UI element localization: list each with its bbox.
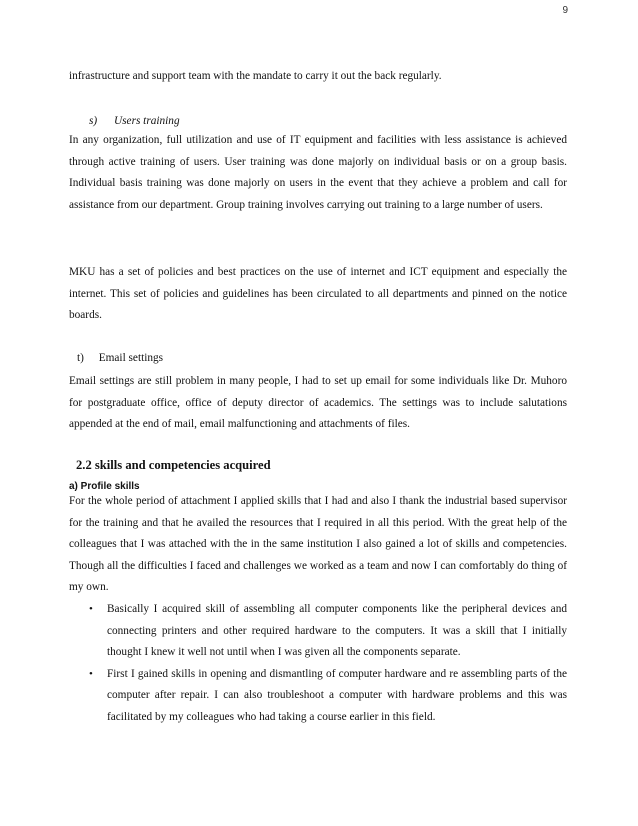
list-item bbox=[89, 664, 567, 729]
email-settings-heading bbox=[77, 352, 163, 364]
bullet-text: Basically I acquired skill of assembling all computer components like the peripheral devices and connecting printers and other required hardware to the computers. It was a skill that I initially thought I knew it well not until when I was given all the components separate. bbox=[107, 603, 567, 659]
section-title: 2.2 skills and competencies acquired bbox=[76, 458, 271, 472]
users-training-marker: s) bbox=[89, 115, 98, 127]
intro-paragraph: infrastructure and support team with the mandate to carry it out the back regularly. bbox=[69, 70, 442, 82]
users-training-heading bbox=[89, 115, 180, 127]
bullet-text: First I gained skills in opening and dismantling of computer hardware and re assembling parts of the computer after repair. I can also troubleshoot a computer with hardware problems and this was facilitated by my colleagues who had taking a course earlier in this field. bbox=[107, 667, 567, 723]
email-settings-title: Email settings bbox=[98, 352, 164, 364]
skills-bullet-list bbox=[89, 599, 567, 729]
profile-skills-paragraph: For the whole period of attachment I applied skills that I had and also I thank the industrial based supervisor for the training and that he availed the resources that I required in all this period. With the great help of the colleagues that I was attached with the in the same institution I also gained a lot of skills and competencies. Though all the difficulties I faced and challenges we worked as a team and now I can comfortably do thing of my own. bbox=[69, 495, 567, 594]
bullet-icon: • bbox=[89, 603, 93, 615]
page-number: 9 bbox=[562, 5, 568, 16]
list-item bbox=[89, 599, 567, 664]
bullet-icon: • bbox=[89, 667, 93, 680]
email-settings-paragraph: Email settings are still problem in many people, I had to set up email for some individuals like Dr. Muhoro for postgraduate office, office of deputy director of academics. The settings was to include salutations appended at the end of mail, email malfunctioning and attachments of files. bbox=[69, 375, 567, 431]
subsection-title: a) Profile skills bbox=[69, 481, 140, 492]
email-settings-marker: t) bbox=[77, 352, 84, 364]
users-training-paragraph: In any organization, full utilization and use of IT equipment and facilities with less assistance is achieved through active training of users. User training was done majorly on individual basis or on a group basis. Individual basis training was done majorly on users in the event that they achieve a problem and call for assistance from our department. Group training involves carrying out training to a large number of users. bbox=[69, 134, 567, 211]
mku-policy-paragraph: MKU has a set of policies and best practices on the use of internet and ICT equipment and especially the internet. This set of policies and guidelines has been circulated to all departments and pinned on the notice boards. bbox=[69, 266, 567, 322]
users-training-title: Users training bbox=[114, 115, 180, 127]
